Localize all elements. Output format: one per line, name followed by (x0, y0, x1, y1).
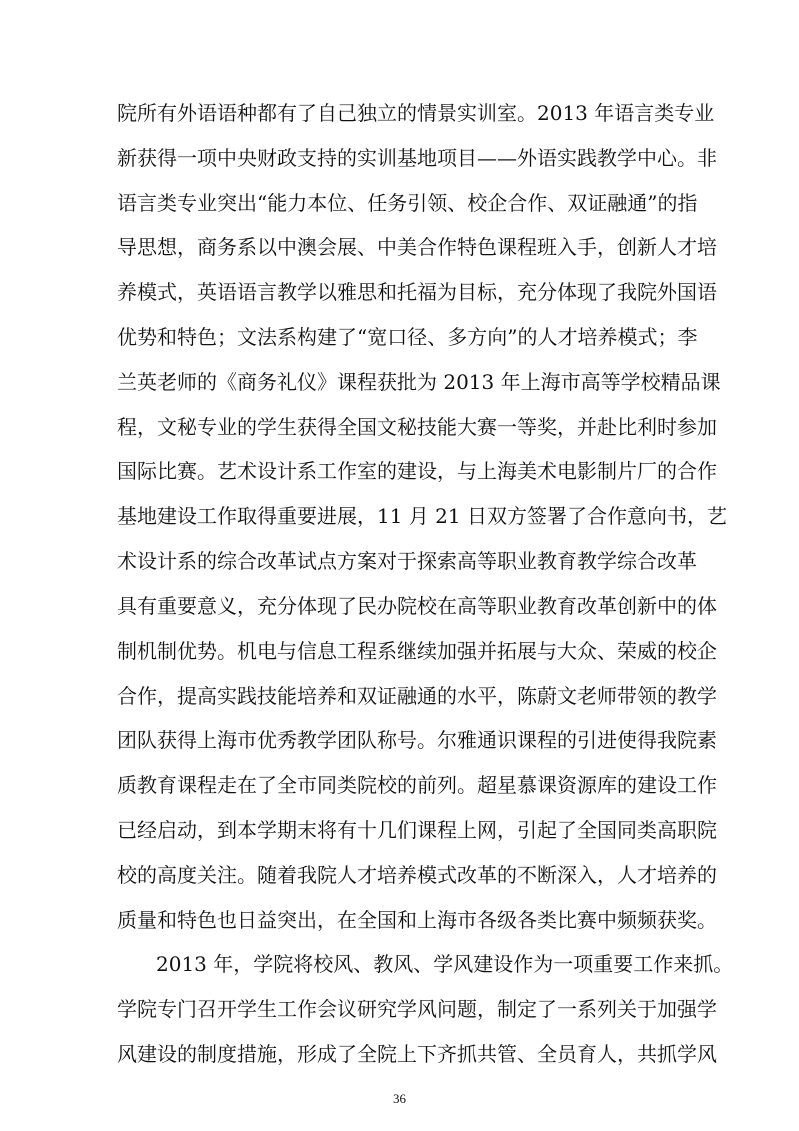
text-line: 国际比赛。艺术设计系工作室的建设，与上海美术电影制片厂的合作 (117, 459, 717, 483)
paragraph-first-line: 2013 年，学院将校风、教风、学风建设作为一项重要工作来抓。 (156, 952, 734, 976)
text-line: 学院专门召开学生工作会议研究学风问题，制定了一系列关于加强学 (117, 997, 717, 1021)
text-line: 院所有外语语种都有了自己独立的情景实训室。2013 年语言类专业 (117, 101, 715, 125)
text-line: 术设计系的综合改革试点方案对于探索高等职业教育教学综合改革 (117, 549, 697, 573)
text-line: 语言类专业突出“能力本位、任务引领、校企合作、双证融通”的指 (117, 191, 698, 215)
text-line: 具有重要意义，充分体现了民办院校在高等职业教育改革创新中的体 (117, 594, 717, 618)
text-line: 合作，提高实践技能培养和双证融通的水平，陈蔚文老师带领的教学 (117, 684, 717, 708)
text-line: 团队获得上海市优秀教学团队称号。尔雅通识课程的引进使得我院素 (117, 728, 717, 752)
text-line: 质教育课程走在了全市同类院校的前列。超星慕课资源库的建设工作 (117, 773, 717, 797)
text-line: 制机制优势。机电与信息工程系继续加强并拓展与大众、荣威的校企 (117, 639, 717, 663)
text-line: 养模式，英语语言教学以雅思和托福为目标，充分体现了我院外国语 (117, 280, 717, 304)
text-line: 优势和特色；文法系构建了“宽口径、多方向”的人才培养模式；李 (117, 325, 698, 349)
text-line: 基地建设工作取得重要进展，11 月 21 日双方签署了合作意向书，艺 (117, 504, 727, 528)
text-line: 已经启动，到本学期末将有十几们课程上网，引起了全国同类高职院 (117, 818, 717, 842)
text-line: 校的高度关注。随着我院人才培养模式改革的不断深入，人才培养的 (117, 863, 717, 887)
text-line: 新获得一项中央财政支持的实训基地项目——外语实践教学中心。非 (117, 146, 717, 170)
text-line: 兰英老师的《商务礼仪》课程获批为 2013 年上海市高等学校精品课 (117, 370, 721, 394)
text-line: 质量和特色也日益突出，在全国和上海市各级各类比赛中频频获奖。 (117, 908, 717, 932)
text-line: 风建设的制度措施，形成了全院上下齐抓共管、全员育人，共抓学风 (117, 1042, 717, 1066)
page-number: 36 (393, 1091, 406, 1106)
text-line: 程，文秘专业的学生获得全国文秘技能大赛一等奖，并赴比利时参加 (117, 415, 717, 439)
text-line: 导思想，商务系以中澳会展、中美合作特色课程班入手，创新人才培 (117, 235, 717, 259)
